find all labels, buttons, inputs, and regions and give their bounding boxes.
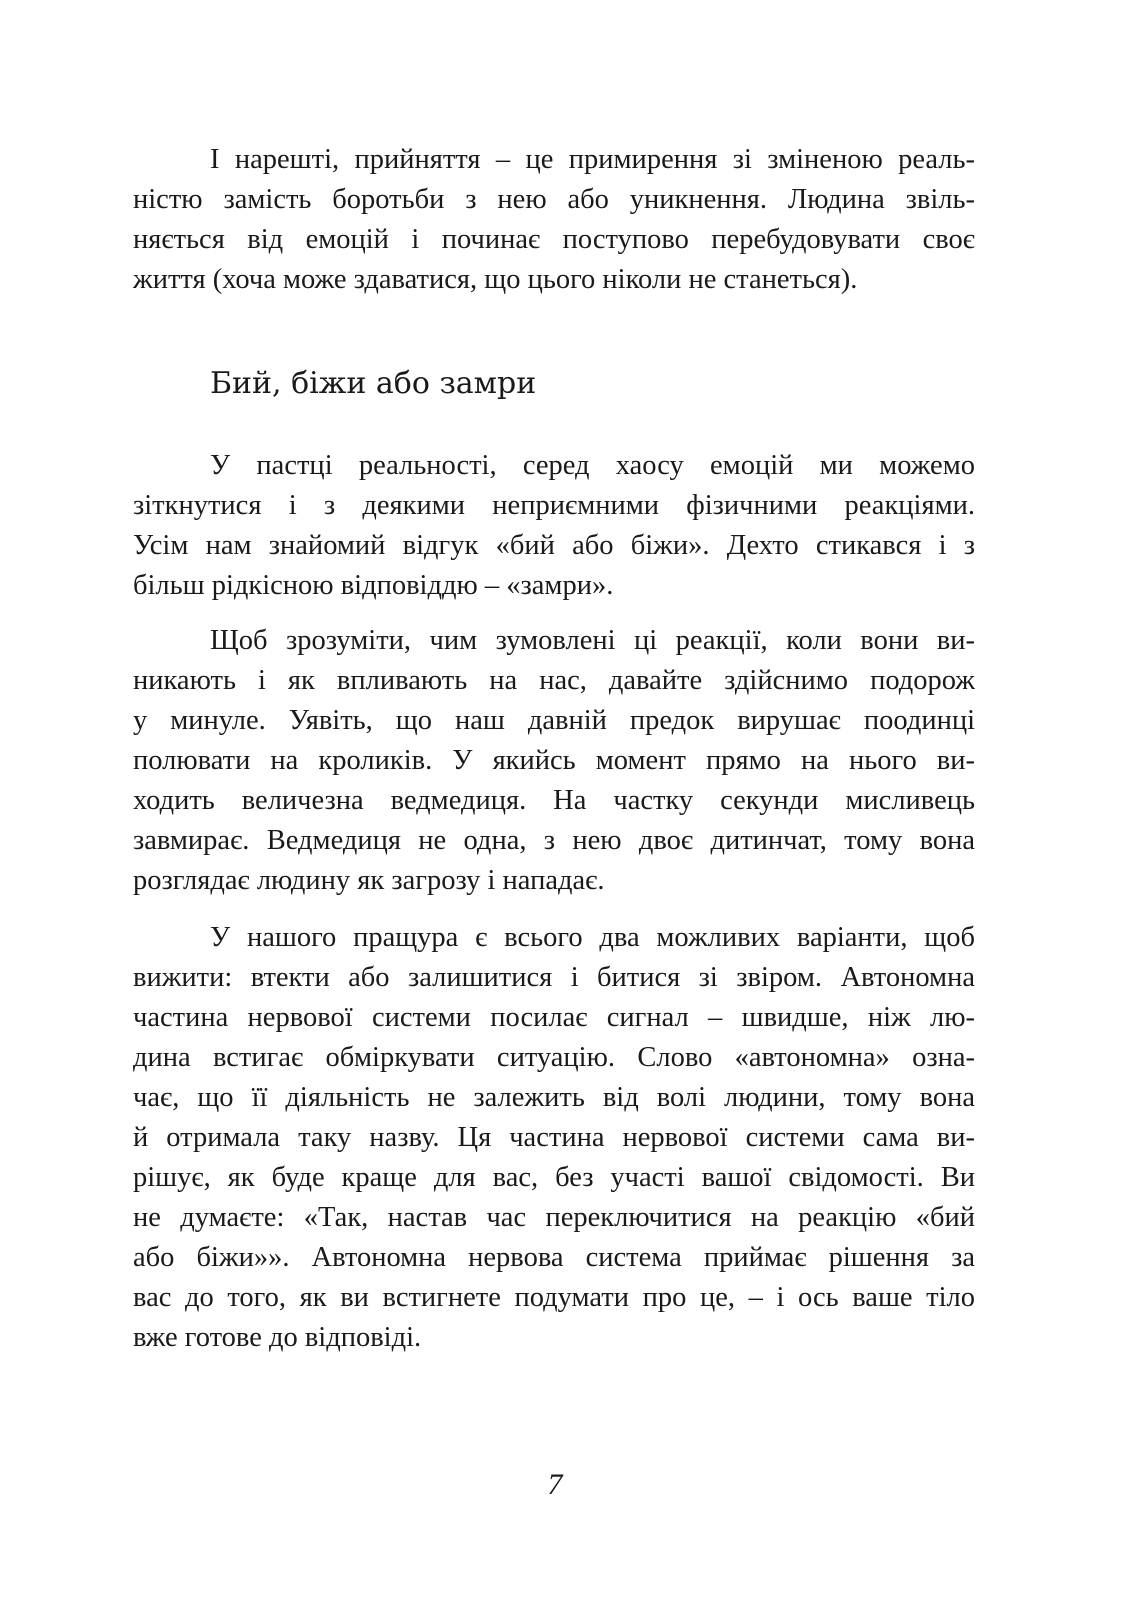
page-number: 7 (547, 1468, 563, 1501)
text-line: не думаєте: «Так, настав час переключитися на реакцію «бий (133, 1202, 975, 1233)
text-line: у минуле. Уявіть, що наш давній предок вирушає поодинці (133, 705, 975, 736)
text-line: ністю замість боротьби з нею або уникнення. Людина звіль- (133, 184, 975, 215)
text-line: розглядає людину як загрозу і нападає. (133, 865, 605, 896)
text-line: няється від емоцій і починає поступово перебудовувати своє (133, 224, 975, 255)
text-line: більш рідкісною відповіддю – «замри». (133, 570, 614, 601)
text-line: рішує, як буде краще для вас, без участі вашої свідомості. Ви (133, 1162, 975, 1193)
section-heading: Бий, біжи або замри (210, 366, 537, 401)
text-line: частина нервової системи посилає сигнал – швидше, ніж лю- (133, 1002, 975, 1033)
text-line: вже готове до відповіді. (133, 1322, 422, 1353)
text-line: зіткнутися і з деякими неприємними фізичними реакціями. (133, 490, 975, 521)
text-line: Щоб зрозуміти, чим зумовлені ці реакції, коли вони ви- (210, 625, 975, 656)
text-line: У нашого пращура є всього два можливих варіанти, щоб (210, 922, 975, 953)
text-line: полювати на кроликів. У якийсь момент прямо на нього ви- (133, 745, 975, 776)
text-line: никають і як впливають на нас, давайте здійснимо подорож (133, 665, 975, 696)
text-line: вас до того, як ви встигнете подумати про це, – і ось ваше тіло (133, 1282, 975, 1313)
text-line: або біжи»». Автономна нервова система приймає рішення за (133, 1242, 975, 1273)
text-line: дина встигає обміркувати ситуацію. Слово «автономна» озна- (133, 1042, 975, 1073)
text-line: У пастці реальності, серед хаосу емоцій ми можемо (210, 450, 975, 481)
text-line: І нарешті, прийняття – це примирення зі зміненою реаль- (210, 144, 975, 175)
text-line: чає, що її діяльність не залежить від волі людини, тому вона (133, 1082, 975, 1113)
text-line: вижити: втекти або залишитися і битися зі звіром. Автономна (133, 962, 975, 993)
text-line: завмирає. Ведмедиця не одна, з нею двоє дитинчат, тому вона (133, 825, 975, 856)
text-line: життя (хоча може здаватися, що цього ніколи не станеться). (133, 264, 858, 295)
text-line: Усім нам знайомий відгук «бий або біжи». Дехто стикався і з (133, 530, 975, 561)
text-line: й отримала таку назву. Ця частина нервової системи сама ви- (133, 1122, 975, 1153)
text-line: ходить величезна ведмедиця. На частку секунди мисливець (133, 785, 975, 816)
